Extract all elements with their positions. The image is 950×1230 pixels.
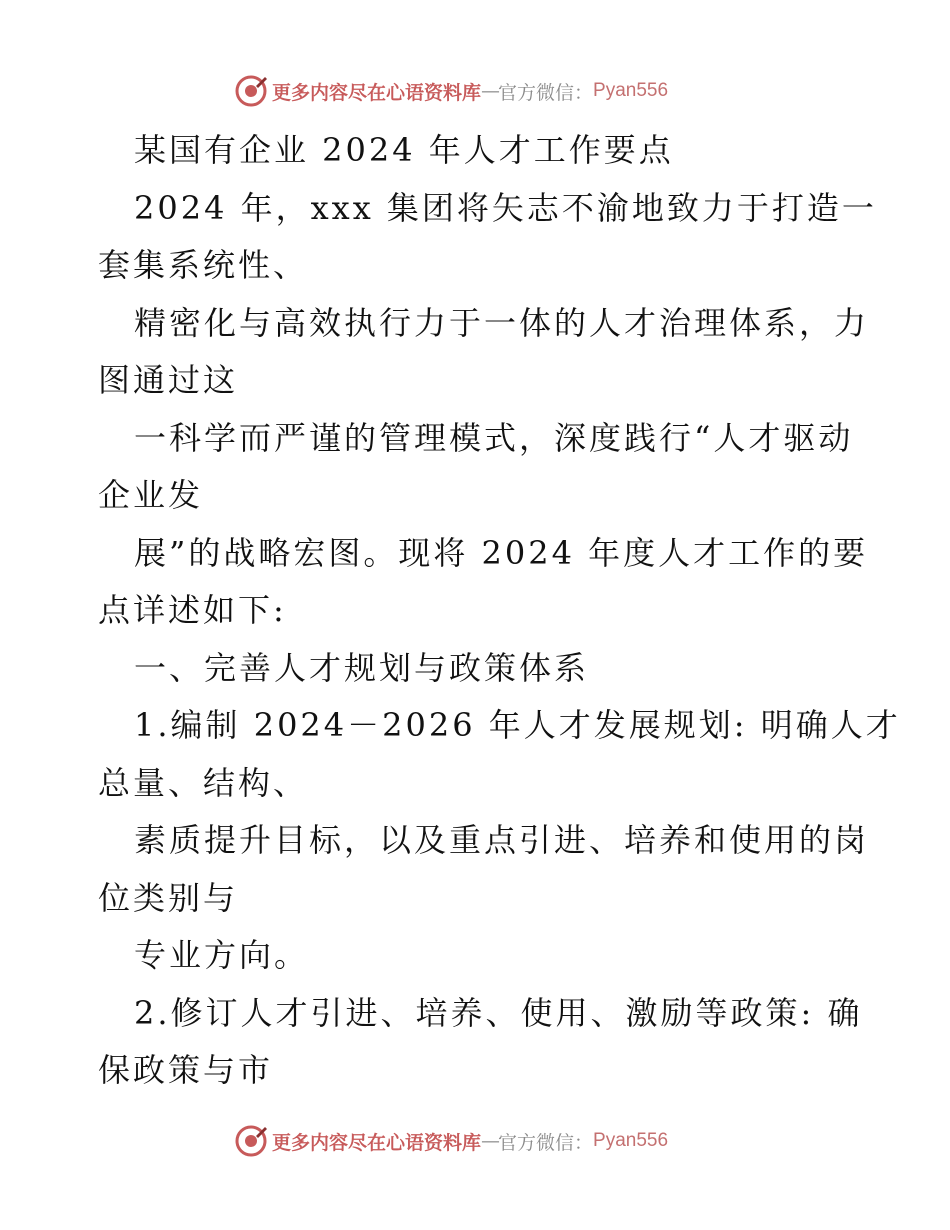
- list-item-line: 位类别与: [98, 878, 239, 917]
- header-banner: [234, 73, 668, 109]
- list-item-line: 2.修订人才引进、培养、使用、激励等政策: 确: [134, 993, 863, 1032]
- banner-wechat-id: Pyan556: [593, 80, 669, 101]
- pen-logo-icon: [234, 1124, 268, 1158]
- banner-wechat-id: Pyan556: [593, 1130, 669, 1151]
- list-item-line: 总量、结构、: [98, 763, 309, 802]
- footer-banner: [234, 1123, 668, 1159]
- document-title: 某国有企业 2024 年人才工作要点: [134, 131, 674, 169]
- banner-separator: —: [481, 80, 499, 102]
- banner-separator: —: [481, 1130, 499, 1152]
- pen-logo-icon: [234, 74, 268, 108]
- paragraph-line: 点详述如下:: [98, 591, 287, 629]
- list-item-line: 专业方向。: [134, 936, 310, 974]
- banner-official-label: 官方微信：: [498, 1131, 594, 1154]
- paragraph-line: 2024 年，xxx 集团将矢志不渝地致力于打造一: [134, 188, 877, 227]
- banner-site-text: 更多内容尽在心语资料库: [272, 1131, 482, 1154]
- paragraph-line: 一科学而严谨的管理模式，深度践行“人才驱动: [134, 418, 854, 457]
- paragraph-line: 套集系统性、: [98, 246, 309, 284]
- banner-site-text: 更多内容尽在心语资料库: [272, 81, 482, 104]
- list-item-line: 保政策与市: [98, 1051, 274, 1089]
- paragraph-line: 企业发: [98, 476, 204, 514]
- paragraph-line: 精密化与高效执行力于一体的人才治理体系，力: [134, 303, 870, 342]
- list-item-line: 1.编制 2024－2026 年人才发展规划: 明确人才: [134, 706, 901, 744]
- section-heading: 一、完善人才规划与政策体系: [134, 648, 590, 687]
- banner-official-label: 官方微信：: [498, 81, 594, 104]
- paragraph-line: 展”的战略宏图。现将 2024 年度人才工作的要: [134, 533, 869, 572]
- document-body: [98, 122, 901, 1100]
- list-item-line: 素质提升目标，以及重点引进、培养和使用的岗: [134, 821, 870, 859]
- paragraph-line: 图通过这: [98, 361, 239, 399]
